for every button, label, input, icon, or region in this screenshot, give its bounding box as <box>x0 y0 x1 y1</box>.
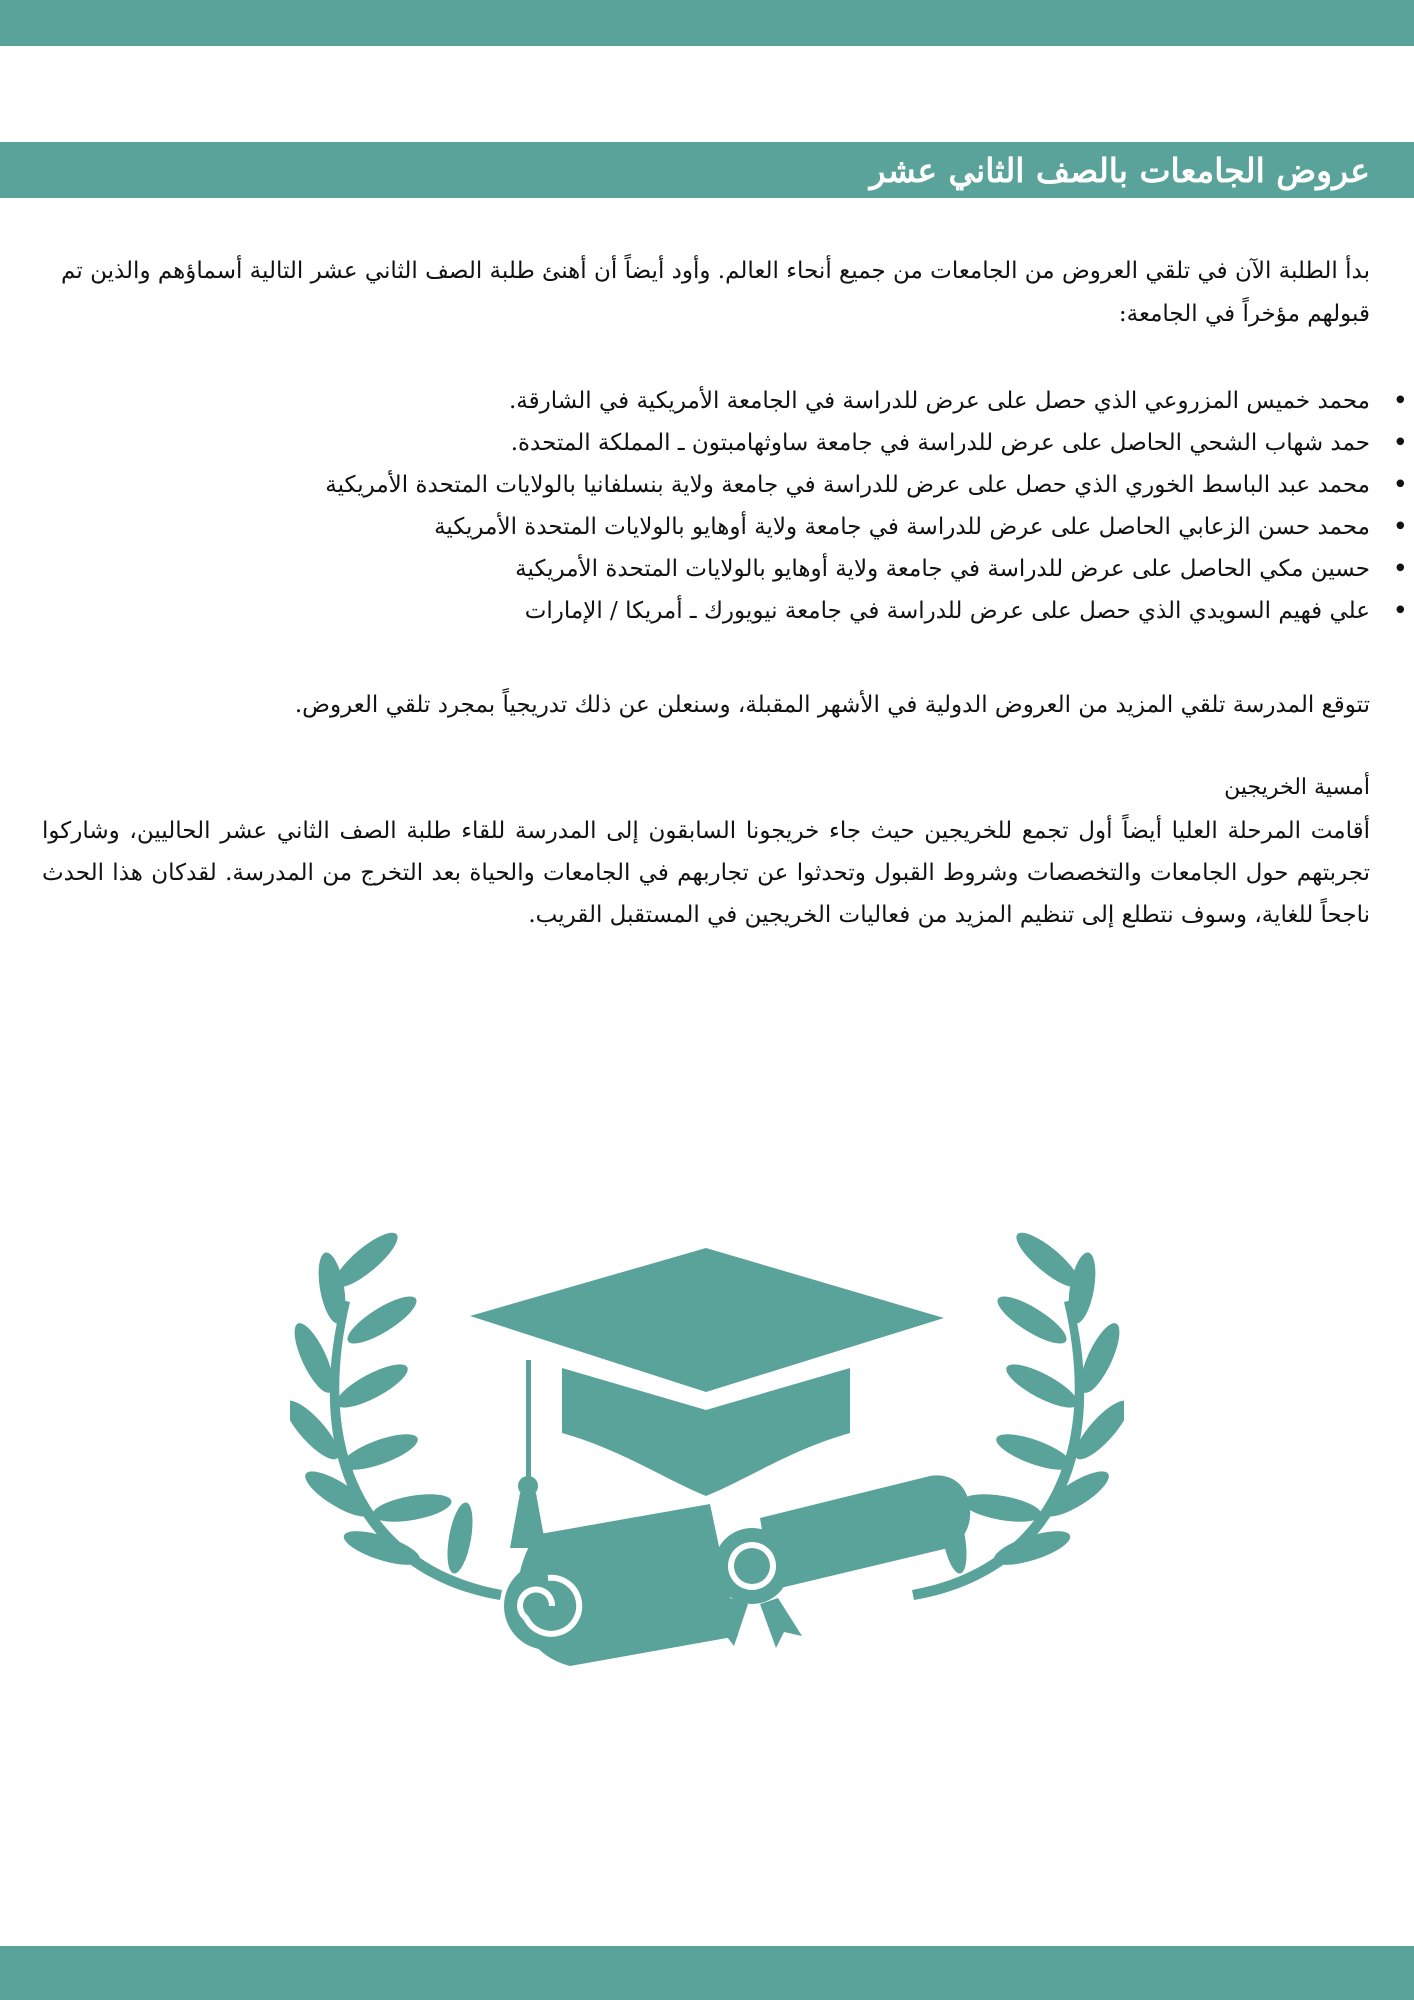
page-title: عروض الجامعات بالصف الثاني عشر <box>869 150 1370 190</box>
list-item: • حمد شهاب الشحي الحاصل على عرض للدراسة في جامعة ساوثهامبتون ـ المملكة المتحدة. <box>42 422 1370 464</box>
alumni-heading: أمسية الخريجين <box>1224 775 1370 800</box>
list-item: • محمد حسن الزعابي الحاصل على عرض للدراسة في جامعة ولاية أوهايو بالولايات المتحدة الأمريكية <box>42 506 1370 548</box>
tassel-icon <box>510 1360 546 1548</box>
offers-note: تتوقع المدرسة تلقي المزيد من العروض الدولية في الأشهر المقبلة، وسنعلن عن ذلك تدريجياً بمجرد تلقي العروض. <box>294 692 1370 718</box>
top-color-band <box>0 0 1414 46</box>
alumni-paragraph: أقامت المرحلة العليا أيضاً أول تجمع للخريجين حيث جاء خريجونا السابقون إلى المدرسة للقاء طلبة الصف الثاني عشر الحاليين، وشاركوا تجربتهم حول الجامعات والتخصصات وشروط القبول وتحدثوا عن تجاربهم في الجامعات والحياة بعد التخرج من المدرسة. لقدكان هذا الحدث ناجحاً للغاية، وسوف نتطلع إلى تنظيم المزيد من فعاليات الخريجين في المستقبل القريب. <box>42 818 1370 928</box>
offers-list <box>42 380 1414 632</box>
list-item: • محمد خميس المزروعي الذي حصل على عرض للدراسة في الجامعة الأمريكية في الشارقة. <box>42 380 1370 422</box>
title-banner <box>0 142 1414 198</box>
graduation-cap-diploma-laurel-icon <box>290 1218 1124 1668</box>
intro-paragraph: بدأ الطلبة الآن في تلقي العروض من الجامعات من جميع أنحاء العالم. وأود أيضاً أن أهنئ طلبة الصف الثاني عشر التالية أسماؤهم والذين تم قبولهم مؤخراً في الجامعة: <box>61 258 1370 327</box>
cap-board-icon <box>470 1248 944 1392</box>
laurel-leaves-left-icon <box>290 1225 477 1575</box>
list-item: • حسين مكي الحاصل على عرض للدراسة في جامعة ولاية أوهايو بالولايات المتحدة الأمريكية <box>42 548 1370 590</box>
bottom-color-band <box>0 1946 1414 2000</box>
list-item: • علي فهيم السويدي الذي حصل على عرض للدراسة في جامعة نيويورك ـ أمريكا / الإمارات <box>42 590 1370 632</box>
list-item: • محمد عبد الباسط الخوري الذي حصل على عرض للدراسة في جامعة ولاية بنسلفانيا بالولايات المتحدة الأمريكية <box>42 464 1370 506</box>
